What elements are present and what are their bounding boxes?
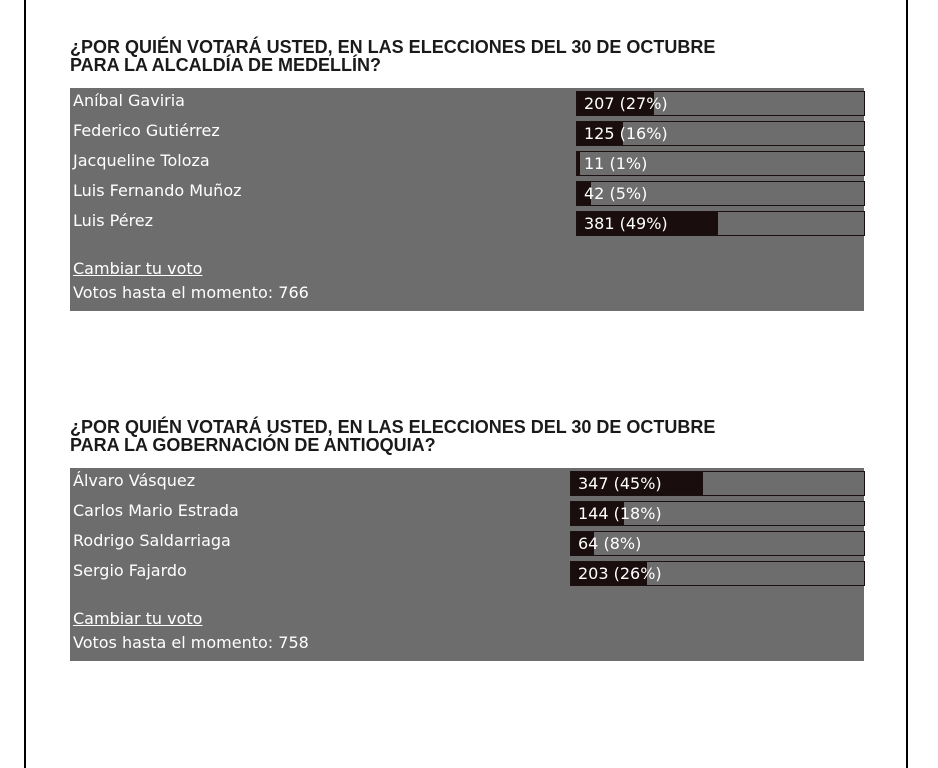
poll-results-panel bbox=[70, 468, 864, 661]
result-bar bbox=[576, 211, 865, 236]
total-votes-line bbox=[70, 279, 864, 311]
result-row bbox=[70, 209, 864, 239]
poll-title-line-2: PARA LA GOBERNACIÓN DE ANTIOQUIA? bbox=[70, 435, 436, 455]
result-value: 11 (1%) bbox=[584, 154, 648, 173]
panel-fill bbox=[370, 629, 864, 661]
candidate-name: Luis Fernando Muñoz bbox=[73, 181, 242, 200]
result-bar-fill bbox=[577, 152, 580, 175]
panel-fill bbox=[370, 279, 864, 311]
poll-medellin bbox=[70, 38, 866, 311]
candidate-name: Federico Gutiérrez bbox=[73, 121, 220, 140]
total-votes: Votos hasta el momento: 766 bbox=[70, 283, 312, 303]
poll-antioquia bbox=[70, 418, 866, 661]
result-bar bbox=[570, 501, 865, 526]
total-votes: Votos hasta el momento: 758 bbox=[70, 633, 312, 653]
change-vote-link[interactable]: Cambiar tu voto bbox=[73, 259, 203, 278]
candidate-name: Sergio Fajardo bbox=[73, 561, 187, 580]
candidate-name: Rodrigo Saldarriaga bbox=[73, 531, 231, 550]
result-value: 347 (45%) bbox=[578, 474, 662, 493]
result-value: 125 (16%) bbox=[584, 124, 668, 143]
result-bar bbox=[570, 531, 865, 556]
poll-title-line-1: ¿POR QUIÉN VOTARÁ USTED, EN LAS ELECCIONES DEL 30 DE OCTUBRE bbox=[70, 417, 716, 437]
result-bar bbox=[576, 91, 865, 116]
poll-title-line-1: ¿POR QUIÉN VOTARÁ USTED, EN LAS ELECCIONES DEL 30 DE OCTUBRE bbox=[70, 37, 716, 57]
result-value: 144 (18%) bbox=[578, 504, 662, 523]
poll-results-panel bbox=[70, 88, 864, 311]
poll-title-line-2: PARA LA ALCALDÍA DE MEDELLÍN? bbox=[70, 55, 381, 75]
result-bar bbox=[570, 471, 865, 496]
result-value: 42 (5%) bbox=[584, 184, 648, 203]
result-value: 64 (8%) bbox=[578, 534, 642, 553]
result-value: 207 (27%) bbox=[584, 94, 668, 113]
poll-title bbox=[70, 418, 866, 454]
result-row bbox=[70, 89, 864, 119]
result-row bbox=[70, 499, 864, 529]
result-bar bbox=[570, 561, 865, 586]
result-row bbox=[70, 559, 864, 589]
candidate-name: Álvaro Vásquez bbox=[73, 471, 196, 490]
total-votes-line bbox=[70, 629, 864, 661]
change-vote-link[interactable]: Cambiar tu voto bbox=[73, 609, 203, 628]
candidate-name: Carlos Mario Estrada bbox=[73, 501, 239, 520]
result-bar bbox=[576, 151, 865, 176]
result-row bbox=[70, 119, 864, 149]
candidate-name: Aníbal Gaviria bbox=[73, 91, 185, 110]
result-bar bbox=[576, 121, 865, 146]
candidate-name: Jacqueline Toloza bbox=[73, 151, 210, 170]
result-value: 203 (26%) bbox=[578, 564, 662, 583]
result-row bbox=[70, 529, 864, 559]
result-bar bbox=[576, 181, 865, 206]
candidate-name: Luis Pérez bbox=[73, 211, 154, 230]
result-row bbox=[70, 469, 864, 499]
result-value: 381 (49%) bbox=[584, 214, 668, 233]
result-row bbox=[70, 149, 864, 179]
result-row bbox=[70, 179, 864, 209]
poll-title bbox=[70, 38, 866, 74]
